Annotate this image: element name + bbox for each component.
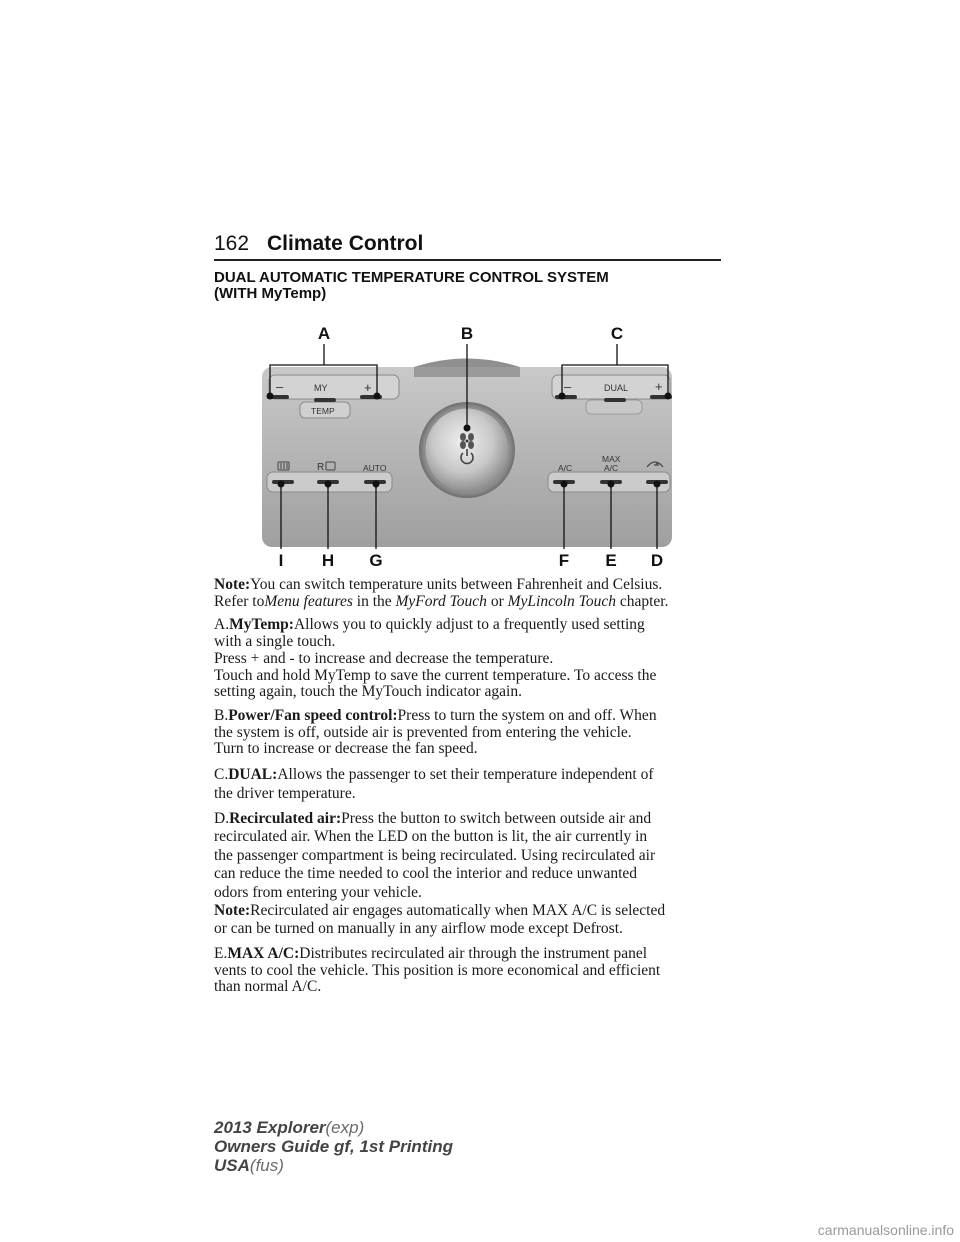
note-text-5: chapter. [619, 592, 669, 610]
callout-f: F [558, 551, 570, 570]
item-d-note-label: Note: [214, 902, 251, 920]
item-a-prefix: A. [214, 616, 230, 634]
ac-label: A/C [558, 463, 573, 473]
dual-minus-label: – [564, 379, 572, 394]
item-c-line-0: Allows the passenger to set their temperature independent of [277, 766, 654, 784]
my-label: MY [314, 383, 328, 393]
callout-g: G [369, 551, 383, 570]
item-e-line-0: Distributes recirculated air through the instrument panel [299, 944, 648, 962]
callout-c: C [610, 324, 624, 343]
ref-myford-touch: MyFord Touch [395, 592, 487, 610]
recirc-r-label: R [317, 462, 325, 473]
item-e-term: MAX A/C: [227, 944, 300, 962]
item-a-line-4: setting again, touch the MyTouch indicator again. [214, 683, 522, 701]
dual-plus-label: + [655, 379, 663, 394]
item-a-line-1: with a single touch. [214, 633, 336, 651]
item-b-prefix: B. [214, 706, 229, 724]
item-b-term: Power/Fan speed control: [228, 706, 398, 724]
callout-e: E [605, 551, 617, 570]
climate-control-panel-figure [214, 322, 721, 572]
item-e-line-2: than normal A/C. [214, 978, 322, 996]
watermark: carmanualsonline.info [817, 1222, 954, 1238]
item-d-prefix: D. [214, 810, 230, 828]
temp-minus-label: – [276, 379, 284, 394]
item-e-max-ac [214, 946, 724, 996]
page-header [214, 232, 721, 262]
section-title-line-1: DUAL AUTOMATIC TEMPERATURE CONTROL SYSTEM [214, 269, 609, 286]
item-c-line-1: the driver temperature. [214, 785, 356, 803]
footer-model-code: (exp) [325, 1118, 365, 1137]
item-a-line-3: Touch and hold MyTemp to save the current temperature. To access the [214, 666, 657, 684]
note-text-3: in the [356, 592, 392, 610]
item-d-note-line-1: or can be turned on manually in any airflow mode except Defrost. [214, 920, 623, 938]
item-d-recirculated-air [214, 810, 724, 939]
note-label: Note: [214, 576, 251, 593]
item-b-power-fan [214, 708, 724, 758]
item-a-mytemp [214, 617, 724, 701]
footer-market: USA [214, 1156, 250, 1175]
note-text-2: Refer to [214, 592, 265, 610]
item-b-line-0: Press to turn the system on and off. When [397, 706, 657, 724]
footer-model: 2013 Explorer [214, 1118, 326, 1137]
section-title-line-2: (WITH MyTemp) [214, 285, 327, 302]
item-e-line-1: vents to cool the vehicle. This position is more economical and efficient [214, 961, 661, 979]
item-c-term: DUAL: [228, 766, 278, 784]
item-d-line-4: odors from entering your vehicle. [214, 883, 422, 901]
item-a-line-0: Allows you to quickly adjust to a frequently used setting [293, 616, 645, 634]
item-c-dual [214, 765, 724, 803]
callout-a: A [317, 324, 331, 343]
item-d-term: Recirculated air: [229, 810, 342, 828]
page-footer [214, 1118, 453, 1175]
callout-i: I [278, 551, 284, 570]
note-text-1: You can switch temperature units between Fahrenheit and Celsius. [250, 576, 663, 593]
header-rule [214, 259, 721, 261]
page-number: 162 [214, 232, 250, 255]
dual-label: DUAL [604, 383, 629, 393]
callout-b: B [460, 324, 474, 343]
callout-d: D [650, 551, 664, 570]
item-d-line-1: recirculated air. When the LED on the button is lit, the air currently in [214, 828, 648, 846]
temp-plus-label: + [364, 380, 372, 395]
item-b-line-1: the system is off, outside air is prevented from entering the vehicle. [214, 723, 632, 741]
item-b-line-2: Turn to increase or decrease the fan speed. [214, 740, 478, 758]
item-d-line-2: the passenger compartment is being recirculated. Using recirculated air [214, 846, 656, 864]
ref-mylincoln-touch: MyLincoln Touch [507, 592, 616, 610]
note-temperature-units [214, 577, 724, 610]
footer-guide: Owners Guide gf, 1st Printing [214, 1137, 453, 1156]
item-d-note-line-0: Recirculated air engages automatically when MAX A/C is selected [250, 902, 666, 920]
note-text-4: or [490, 592, 504, 610]
section-title [214, 270, 734, 302]
item-d-line-3: can reduce the time needed to cool the interior and reduce unwanted [214, 865, 638, 883]
chapter-title: Climate Control [267, 232, 424, 255]
auto-label: AUTO [363, 463, 387, 473]
item-d-line-0: Press the button to switch between outside air and [341, 810, 652, 828]
item-c-prefix: C. [214, 766, 229, 784]
max-ac-label: A/C [604, 463, 619, 473]
callout-h: H [321, 551, 335, 570]
item-e-prefix: E. [214, 944, 228, 962]
item-a-line-2: Press + and - to increase and decrease the temperature. [214, 649, 554, 667]
max-label: MAX [602, 454, 621, 464]
body-text [214, 577, 724, 1003]
item-a-term: MyTemp: [229, 616, 294, 634]
ref-menu-features: Menu features [264, 592, 353, 610]
footer-market-code: (fus) [249, 1156, 284, 1175]
temp-label: TEMP [311, 406, 335, 416]
